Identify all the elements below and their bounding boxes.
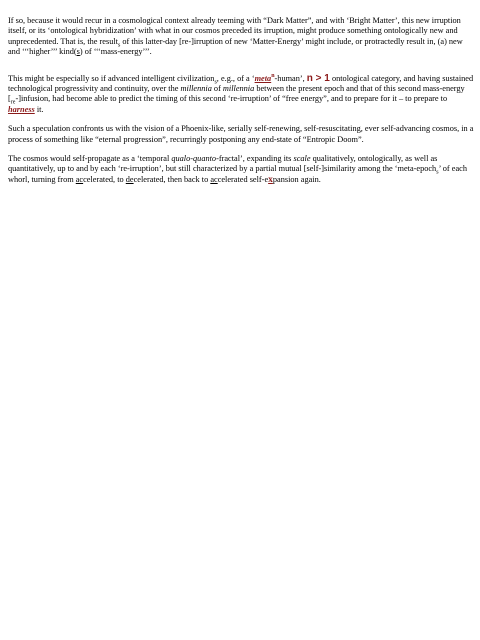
text-run: millennia: [222, 84, 255, 94]
text-run: qualo-quanto: [171, 154, 217, 164]
text-run: s: [76, 47, 80, 57]
text-run: of: [211, 84, 223, 94]
paragraph-2: [8, 74, 474, 116]
text-run: -fractal’, expanding its: [216, 154, 294, 164]
text-run: scale: [293, 154, 311, 164]
text-run: celerated, then back to: [133, 174, 211, 184]
text-run: s: [214, 79, 217, 86]
text-run: millennia: [180, 84, 212, 94]
document-page: [8, 16, 474, 194]
paragraph-1: [8, 16, 474, 58]
text-run: The cosmos would self-propagate as a ‘temporal: [8, 154, 172, 164]
text-run: s: [117, 42, 121, 49]
text-run: -human’,: [274, 73, 307, 83]
text-run: ac: [210, 174, 218, 184]
text-run: This might be especially so if advanced intelligent civilization: [8, 73, 215, 83]
text-run: ontological category, and having sustained technological progressivity and continuity, over the: [8, 73, 474, 94]
text-run: s: [436, 170, 439, 177]
text-run: de: [125, 174, 134, 184]
text-run: x: [268, 174, 273, 185]
text-run: ’ of each whorl, turning from: [8, 164, 467, 184]
text-run: re: [10, 100, 16, 107]
text-run: celerated self-e: [217, 174, 269, 184]
paragraph-4: [8, 154, 474, 185]
meta-term: meta: [254, 73, 272, 83]
text-run: Such a speculation confronts us with the vision of a Phoenix-like, serially self-renewing, self-resuscitating, ever self-advancing cosmos, in a process of something like “eternal progression”, recurringly postponing any end-state of “Entropic Doom”.: [8, 124, 474, 144]
text-run: pansion again.: [272, 174, 321, 184]
text-run: ac: [75, 174, 84, 184]
text-run: it.: [34, 104, 44, 114]
harness-term: harness: [8, 104, 35, 114]
text-run: ) of ‘‘‘mass-energy’’’.: [79, 47, 152, 57]
text-run: , e.g., of a ‘: [216, 73, 255, 83]
text-run: between the present epoch and that of this second mass-energy [: [8, 84, 465, 104]
text-run: of this latter-day [re-]irruption of new ‘Matter-Energy’ might include, or protractedly result in, (a) new and ‘‘‘higher’’’ kind(: [8, 36, 463, 57]
text-run: celerated, to: [83, 174, 126, 184]
paragraph-3: [8, 124, 474, 145]
superscript-n: n: [271, 72, 275, 79]
text-run: qualitatively, ontologically, as well as quantitatively, up to and by each ‘re-irruption’, but still characterized by a partial mutual [self-]similarity among the ‘meta-epoch: [8, 154, 438, 174]
text-run: If so, because it would recur in a cosmological context already teeming with “Dark Matter”, and with ‘Bright Matter’, this new irruption itself, or its ‘ontological hybridization’ with what in our cosmos preceded its irruption, might produce something ontologically new and unprecedented. That is, the result: [8, 16, 461, 46]
text-run: -]infusion, had become able to predict the timing of this second ‘re-irruption’ of “free energy”, and to prepare for it – to prepare to: [15, 94, 448, 104]
n-greater-than-one: n > 1: [306, 72, 330, 84]
